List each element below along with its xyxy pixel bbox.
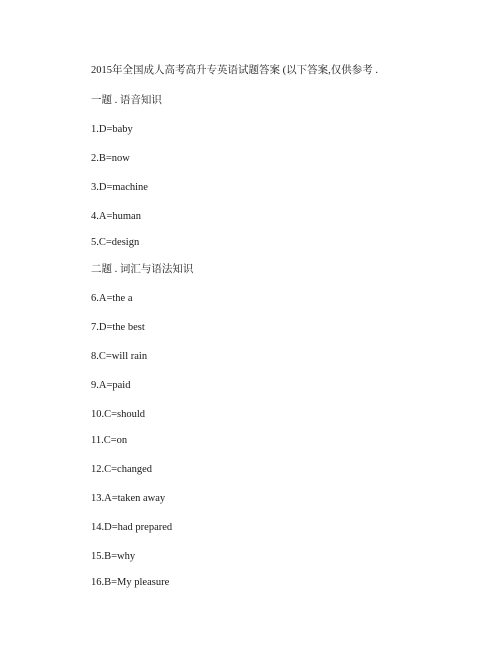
document-title: 2015年全国成人高考高升专英语试题答案 (以下答案,仅供参考 . bbox=[91, 65, 378, 76]
answer-line: 2.B=now bbox=[91, 153, 130, 164]
section-heading-vocabulary-grammar: 二题 . 词汇与语法知识 bbox=[91, 264, 194, 275]
answer-line: 13.A=taken away bbox=[91, 493, 166, 504]
answer-line: 12.C=changed bbox=[91, 464, 153, 475]
answer-line: 15.B=why bbox=[91, 551, 136, 562]
section-heading-phonetics: 一题 . 语音知识 bbox=[91, 95, 162, 106]
answer-line: 1.D=baby bbox=[91, 124, 133, 135]
answer-line: 6.A=the a bbox=[91, 293, 133, 304]
answer-line: 8.C=will rain bbox=[91, 351, 148, 362]
answer-line: 16.B=My pleasure bbox=[91, 577, 170, 588]
answer-line: 5.C=design bbox=[91, 237, 140, 248]
answer-line: 9.A=paid bbox=[91, 380, 131, 391]
answer-line: 4.A=human bbox=[91, 211, 141, 222]
answer-line: 10.C=should bbox=[91, 409, 146, 420]
answer-line: 11.C=on bbox=[91, 435, 128, 446]
answer-line: 14.D=had prepared bbox=[91, 522, 173, 533]
answer-line: 7.D=the best bbox=[91, 322, 145, 333]
answer-line: 3.D=machine bbox=[91, 182, 148, 193]
